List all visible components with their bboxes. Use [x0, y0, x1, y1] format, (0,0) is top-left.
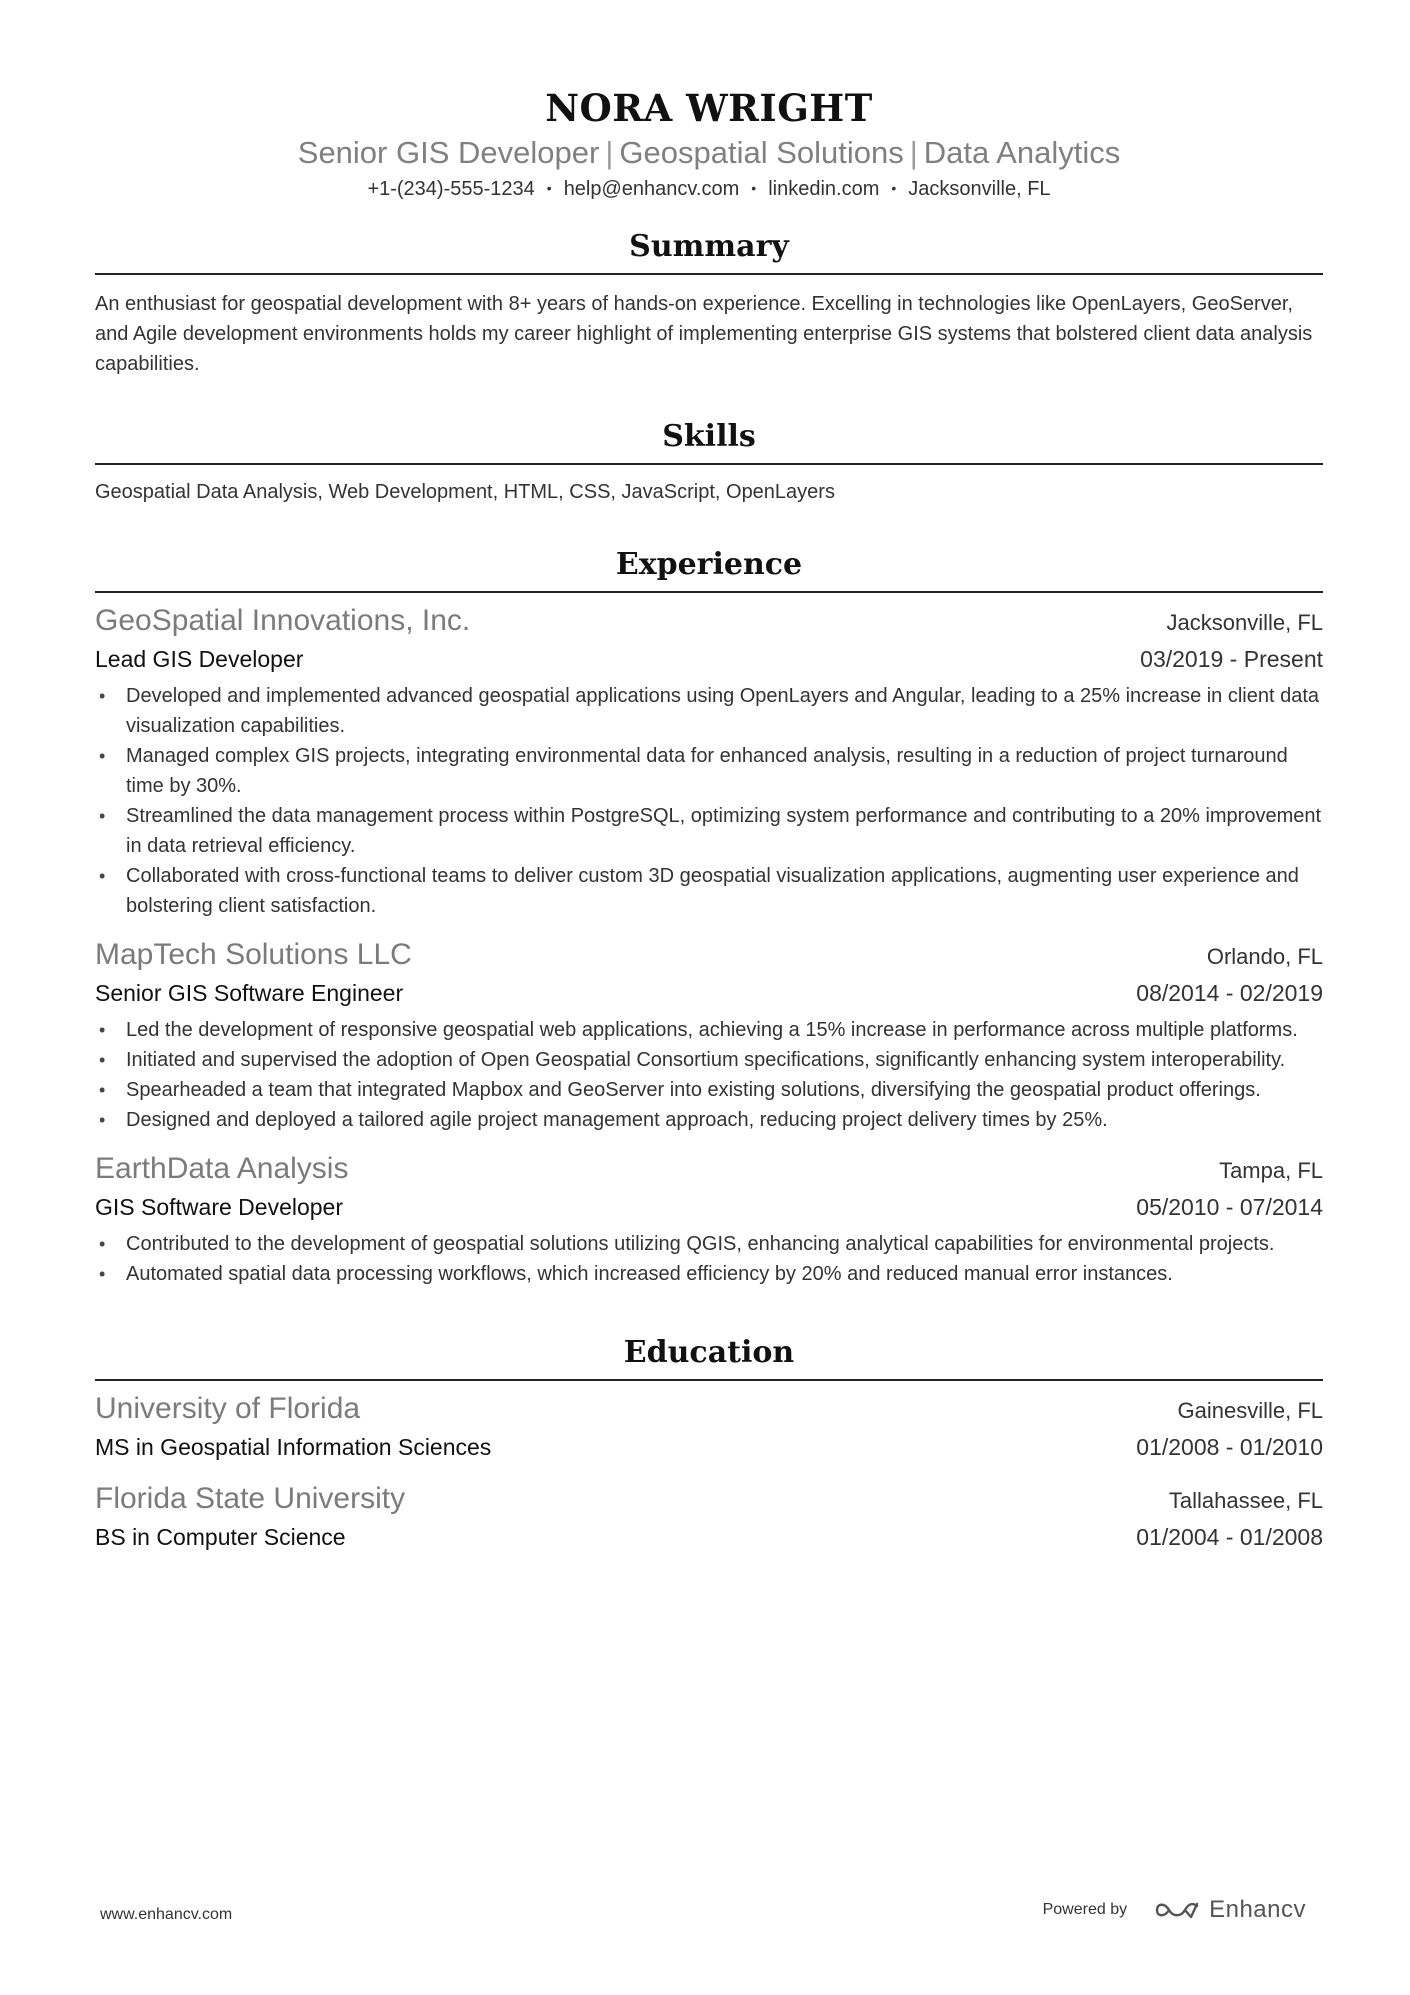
section-title-skills: Skills — [662, 419, 756, 454]
degree-title: MS in Geospatial Information Sciences — [95, 1434, 492, 1460]
job-location: Jacksonville, FL — [1166, 610, 1323, 635]
contact-separator: • — [751, 180, 757, 196]
contact-location: Jacksonville, FL — [908, 178, 1051, 200]
contact-line — [95, 174, 1323, 203]
achievement-item: • Collaborated with cross-functional teams to deliver custom 3D geospatial visualization applications, augmenting user experience and bolstering client satisfaction. — [95, 861, 1323, 921]
job-title: Lead GIS Developer — [95, 646, 304, 672]
achievement-item: • Spearheaded a team that integrated Mapbox and GeoServer into existing solutions, diversifying the geospatial product offerings. — [95, 1075, 1323, 1105]
contact-separator: • — [891, 180, 897, 196]
section-divider — [95, 1379, 1323, 1381]
achievement-item: • Initiated and supervised the adoption of Open Geospatial Consortium specifications, significantly enhancing system interoperability. — [95, 1045, 1323, 1075]
headline-skill: Data Analytics — [923, 135, 1121, 170]
achievement-list — [95, 681, 1323, 921]
achievement-list — [95, 1015, 1323, 1135]
school-name: University of Florida — [95, 1392, 361, 1425]
company-name: GeoSpatial Innovations, Inc. — [95, 604, 471, 637]
headline-separator: | — [605, 135, 614, 170]
enhancv-logo-icon — [1153, 1898, 1201, 1922]
education-dates: 01/2008 - 01/2010 — [1136, 1434, 1323, 1460]
resume-page — [95, 0, 1323, 1555]
job-location: Orlando, FL — [1206, 944, 1323, 969]
powered-by-label: Powered by — [1042, 1901, 1128, 1918]
job-dates: 08/2014 - 02/2019 — [1136, 980, 1323, 1006]
degree-title: BS in Computer Science — [95, 1524, 346, 1550]
candidate-name: NORA WRIGHT — [545, 86, 873, 130]
footer-website[interactable]: www.enhancv.com — [100, 1906, 233, 1923]
job-location: Tampa, FL — [1219, 1158, 1323, 1183]
school-location: Gainesville, FL — [1177, 1398, 1323, 1423]
section-title-summary: Summary — [629, 229, 789, 264]
experience-entry — [95, 935, 1323, 1135]
skills-text: Geospatial Data Analysis, Web Development, HTML, CSS, JavaScript, OpenLayers — [95, 481, 835, 503]
achievement-item: • Led the development of responsive geospatial web applications, achieving a 15% increase in performance across multiple platforms. — [95, 1015, 1323, 1045]
summary-section — [95, 227, 1323, 379]
contact-linkedin[interactable]: linkedin.com — [768, 178, 880, 200]
job-dates: 05/2010 - 07/2014 — [1136, 1194, 1323, 1220]
brand-name[interactable]: Enhancv — [1209, 1896, 1306, 1923]
company-name: MapTech Solutions LLC — [95, 938, 412, 971]
school-location: Tallahassee, FL — [1168, 1488, 1323, 1513]
achievement-item: • Designed and deployed a tailored agile project management approach, reducing project delivery times by 25%. — [95, 1105, 1323, 1135]
achievement-item: • Automated spatial data processing workflows, which increased efficiency by 20% and reduced manual error instances. — [95, 1259, 1323, 1289]
headline-role: Senior GIS Developer — [297, 135, 600, 170]
experience-section — [95, 545, 1323, 1289]
education-entry — [95, 1389, 1323, 1465]
achievement-item: • Contributed to the development of geospatial solutions utilizing QGIS, enhancing analytical capabilities for environmental projects. — [95, 1229, 1323, 1259]
section-divider — [95, 591, 1323, 593]
achievement-item: • Developed and implemented advanced geospatial applications using OpenLayers and Angular, leading to a 25% increase in client data visualization capabilities. — [95, 681, 1323, 741]
experience-entry — [95, 601, 1323, 921]
headline-focus: Geospatial Solutions — [619, 135, 904, 170]
skills-section — [95, 417, 1323, 507]
company-name: EarthData Analysis — [95, 1152, 349, 1185]
section-divider — [95, 273, 1323, 275]
footer-branding — [1043, 1896, 1306, 1924]
headline — [95, 132, 1323, 174]
education-dates: 01/2004 - 01/2008 — [1136, 1524, 1323, 1550]
job-title: Senior GIS Software Engineer — [95, 980, 404, 1006]
contact-separator: • — [546, 180, 552, 196]
contact-email[interactable]: help@enhancv.com — [563, 178, 740, 200]
achievement-list — [95, 1229, 1323, 1289]
job-dates: 03/2019 - Present — [1140, 646, 1323, 672]
achievement-item: • Managed complex GIS projects, integrating environmental data for enhanced analysis, resulting in a reduction of project turnaround time by 30%. — [95, 741, 1323, 801]
summary-text: An enthusiast for geospatial development with 8+ years of hands-on experience. Excelling in technologies like OpenLayers, GeoServer, and Agile development environments holds my career highlight of implementing enterprise GIS systems that bolstered client data analysis capabilities. — [95, 293, 1313, 375]
achievement-item: • Streamlined the data management process within PostgreSQL, optimizing system performance and contributing to a 20% improvement in data retrieval efficiency. — [95, 801, 1323, 861]
job-title: GIS Software Developer — [95, 1194, 344, 1220]
section-title-experience: Experience — [615, 547, 803, 582]
education-section — [95, 1333, 1323, 1555]
section-divider — [95, 463, 1323, 465]
experience-entry — [95, 1149, 1323, 1289]
school-name: Florida State University — [95, 1482, 406, 1515]
section-title-education: Education — [623, 1335, 795, 1370]
headline-separator: | — [909, 135, 918, 170]
education-entry — [95, 1479, 1323, 1555]
contact-phone[interactable]: +1-(234)-555-1234 — [367, 178, 535, 200]
